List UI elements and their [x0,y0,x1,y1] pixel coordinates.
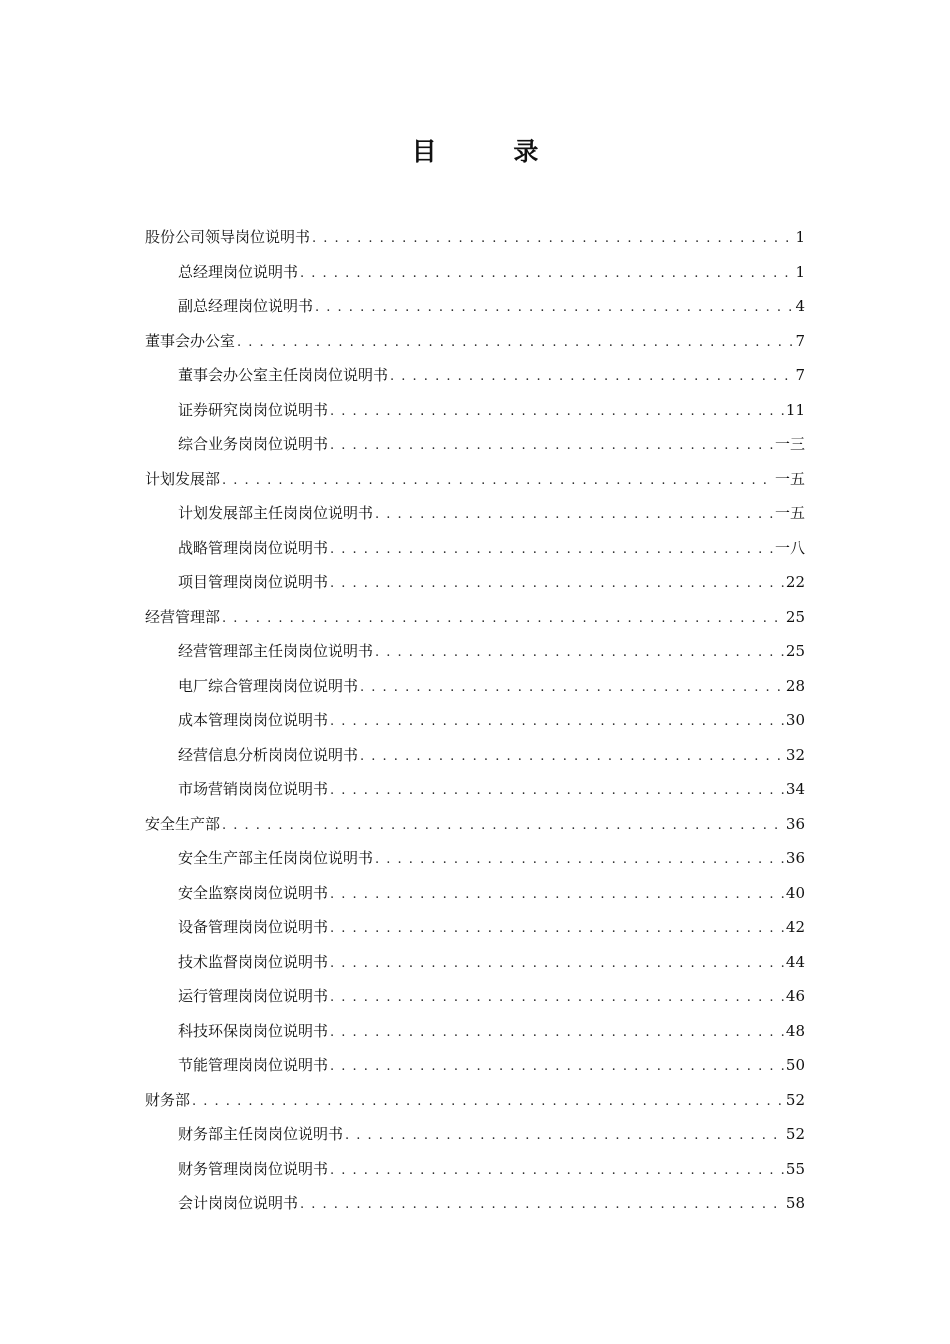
toc-section-entry[interactable] [145,1083,805,1118]
toc-entry-label: 安全生产部主任岗岗位说明书 [178,849,374,867]
toc-dot-leader [330,878,784,913]
toc-subsection-entry[interactable] [145,910,805,945]
table-of-contents [145,220,805,1221]
toc-entry-label: 安全生产部 [145,814,221,833]
toc-entry-label: 运行管理岗岗位说明书 [178,987,329,1005]
toc-entry-label: 股份公司领导岗位说明书 [145,228,311,246]
toc-dot-leader [192,1085,784,1120]
toc-page-number: 44 [785,952,805,971]
toc-page-number: 52 [785,1125,805,1143]
toc-section-entry[interactable] [145,220,805,255]
toc-dot-leader [390,360,793,395]
toc-page-number: 一三 [774,435,805,453]
toc-entry-label: 战略管理岗岗位说明书 [178,538,329,557]
toc-page-number: 7 [795,366,805,384]
toc-page-number: 52 [785,1090,805,1109]
toc-subsection-entry[interactable] [145,703,805,738]
toc-page-number: 25 [785,642,805,660]
toc-subsection-entry[interactable] [145,427,805,462]
toc-dot-leader [222,809,784,844]
toc-dot-leader [330,533,773,568]
toc-dot-leader [222,464,773,499]
toc-dot-leader [330,1154,784,1189]
toc-subsection-entry[interactable] [145,289,805,324]
toc-page-number: 46 [785,987,805,1005]
toc-entry-label: 科技环保岗岗位说明书 [178,1021,329,1040]
toc-dot-leader [330,912,784,947]
toc-entry-label: 节能管理岗岗位说明书 [178,1056,329,1074]
toc-dot-leader [375,498,773,533]
toc-entry-label: 成本管理岗岗位说明书 [178,711,329,729]
toc-page-number: 22 [785,573,805,591]
toc-page-number: 7 [795,331,805,350]
toc-entry-label: 会计岗岗位说明书 [178,1194,299,1212]
toc-page-number: 42 [785,918,805,936]
toc-subsection-entry[interactable] [145,565,805,600]
toc-page-number: 一五 [774,469,805,488]
toc-subsection-entry[interactable] [145,876,805,911]
toc-subsection-entry[interactable] [145,979,805,1014]
toc-entry-label: 经营管理部 [145,607,221,626]
toc-subsection-entry[interactable] [145,358,805,393]
toc-entry-label: 计划发展部 [145,469,221,488]
toc-entry-label: 财务部主任岗岗位说明书 [178,1125,344,1143]
toc-dot-leader [375,636,784,671]
toc-subsection-entry[interactable] [145,841,805,876]
toc-page-number: 11 [785,400,805,419]
toc-page-number: 50 [785,1056,805,1074]
toc-dot-leader [330,567,784,602]
toc-page-number: 1 [795,262,805,281]
toc-dot-leader [330,429,773,464]
toc-page-number: 55 [785,1159,805,1178]
toc-entry-label: 证券研究岗岗位说明书 [178,400,329,419]
toc-section-entry[interactable] [145,324,805,359]
toc-entry-label: 总经理岗位说明书 [178,262,299,281]
toc-entry-label: 技术监督岗岗位说明书 [178,952,329,971]
toc-dot-leader [345,1119,784,1154]
toc-dot-leader [330,1050,784,1085]
toc-dot-leader [360,671,784,706]
toc-page-number: 一八 [774,538,805,557]
toc-entry-label: 财务部 [145,1090,191,1109]
toc-subsection-entry[interactable] [145,669,805,704]
toc-section-entry[interactable] [145,600,805,635]
toc-page-number: 一五 [774,504,805,522]
toc-dot-leader [315,291,793,326]
toc-subsection-entry[interactable] [145,634,805,669]
toc-entry-label: 董事会办公室 [145,331,236,350]
toc-subsection-entry[interactable] [145,496,805,531]
toc-page-number: 36 [785,814,805,833]
toc-entry-label: 财务管理岗岗位说明书 [178,1159,329,1178]
toc-dot-leader [312,222,793,257]
toc-page-number: 25 [785,607,805,626]
toc-entry-label: 经营管理部主任岗岗位说明书 [178,642,374,660]
toc-dot-leader [330,1016,784,1051]
toc-subsection-entry[interactable] [145,1014,805,1049]
toc-page-number: 48 [785,1021,805,1040]
toc-page-number: 40 [785,883,805,902]
toc-subsection-entry[interactable] [145,255,805,290]
toc-subsection-entry[interactable] [145,772,805,807]
toc-entry-label: 副总经理岗位说明书 [178,297,314,315]
toc-subsection-entry[interactable] [145,393,805,428]
toc-dot-leader [300,1188,784,1223]
toc-page-number: 30 [785,711,805,729]
page-title: 目 录 [411,137,573,166]
toc-page-number: 28 [785,676,805,695]
toc-page-number: 1 [795,228,805,246]
toc-page-number: 32 [785,745,805,764]
toc-entry-label: 设备管理岗岗位说明书 [178,918,329,936]
toc-dot-leader [375,843,784,878]
toc-section-entry[interactable] [145,462,805,497]
toc-entry-label: 项目管理岗岗位说明书 [178,573,329,591]
toc-subsection-entry[interactable] [145,1186,805,1221]
toc-dot-leader [300,257,793,292]
toc-page-number: 34 [785,780,805,798]
toc-entry-label: 计划发展部主任岗岗位说明书 [178,504,374,522]
toc-dot-leader [360,740,784,775]
toc-entry-label: 安全监察岗岗位说明书 [178,883,329,902]
toc-subsection-entry[interactable] [145,738,805,773]
toc-dot-leader [330,705,784,740]
toc-page-number: 58 [785,1194,805,1212]
toc-entry-label: 董事会办公室主任岗岗位说明书 [178,366,389,384]
toc-entry-label: 经营信息分析岗岗位说明书 [178,745,359,764]
toc-page-number: 4 [795,297,805,315]
toc-dot-leader [330,395,784,430]
toc-entry-label: 市场营销岗岗位说明书 [178,780,329,798]
toc-dot-leader [330,947,784,982]
toc-dot-leader [330,774,784,809]
toc-entry-label: 综合业务岗岗位说明书 [178,435,329,453]
toc-page-number: 36 [785,849,805,867]
toc-subsection-entry[interactable] [145,1152,805,1187]
toc-dot-leader [222,602,784,637]
toc-subsection-entry[interactable] [145,531,805,566]
toc-subsection-entry[interactable] [145,1048,805,1083]
toc-dot-leader [330,981,784,1016]
toc-section-entry[interactable] [145,807,805,842]
toc-entry-label: 电厂综合管理岗岗位说明书 [178,676,359,695]
toc-subsection-entry[interactable] [145,1117,805,1152]
toc-dot-leader [237,326,793,361]
toc-subsection-entry[interactable] [145,945,805,980]
